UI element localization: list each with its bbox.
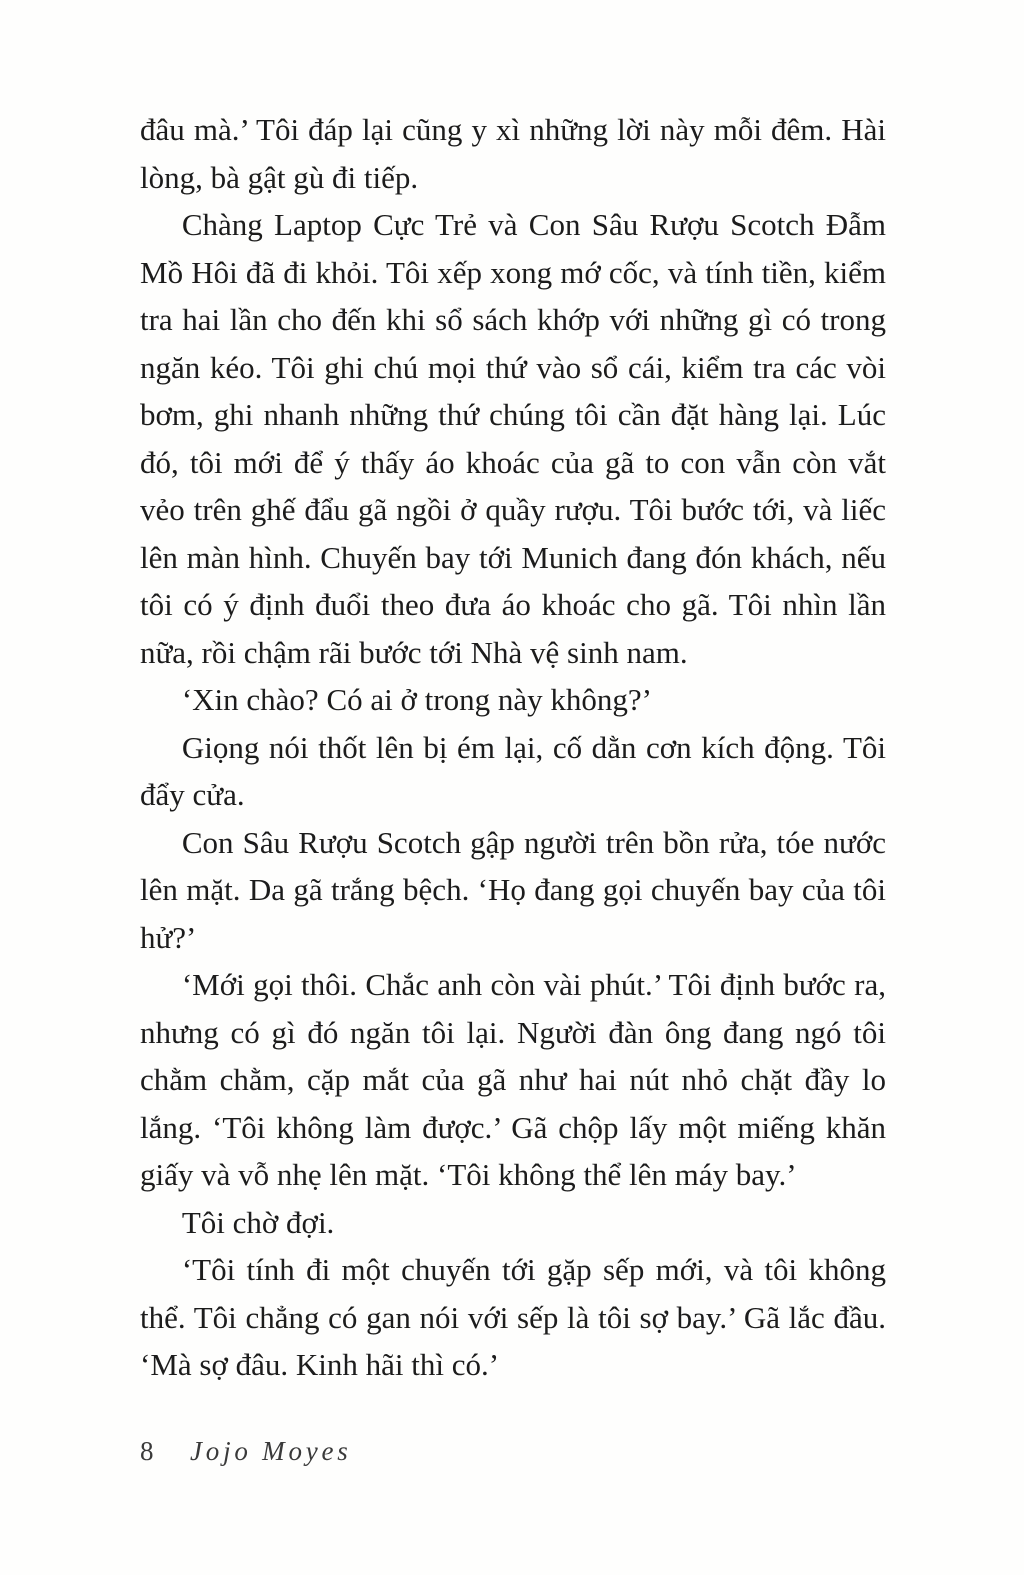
running-footer (140, 1436, 352, 1467)
body-text (140, 106, 886, 1389)
paragraph: ‘Tôi tính đi một chuyến tới gặp sếp mới, và tôi không thể. Tôi chẳng có gan nói với sếp là tôi sợ bay.’ Gã lắc đầu. ‘Mà sợ đâu. Kinh hãi thì có.’ (140, 1252, 886, 1382)
paragraph: Chàng Laptop Cực Trẻ và Con Sâu Rượu Scotch Đẫm Mồ Hôi đã đi khỏi. Tôi xếp xong mớ cốc, và tính tiền, kiểm tra hai lần cho đến khi sổ sách khớp với những gì có trong ngăn kéo. Tôi ghi chú mọi thứ vào sổ cái, kiểm tra các vòi bơm, ghi nhanh những thứ chúng tôi cần đặt hàng lại. Lúc đó, tôi mới để ý thấy áo khoác của gã to con vẫn còn vắt vẻo trên ghế đẩu gã ngồi ở quầy rượu. Tôi bước tới, và liếc lên màn hình. Chuyến bay tới Munich đang đón khách, nếu tôi có ý định đuổi theo đưa áo khoác cho gã. Tôi nhìn lần nữa, rồi chậm rãi bước tới Nhà vệ sinh nam. (140, 207, 886, 670)
paragraph: Giọng nói thốt lên bị ém lại, cố dằn cơn kích động. Tôi đẩy cửa. (140, 729, 886, 812)
page-number: 8 (140, 1436, 155, 1466)
paragraph: đâu mà.’ Tôi đáp lại cũng y xì những lời này mỗi đêm. Hài lòng, bà gật gù đi tiếp. (140, 112, 886, 195)
paragraph-dialogue: ‘Xin chào? Có ai ở trong này không?’ (181, 682, 652, 717)
paragraph: ‘Mới gọi thôi. Chắc anh còn vài phút.’ Tôi định bước ra, nhưng có gì đó ngăn tôi lại. Người đàn ông đang ngó tôi chằm chằm, cặp mắt của gã như hai nút nhỏ chặt đầy lo lắng. ‘Tôi không làm được.’ Gã chộp lấy một miếng khăn giấy và vỗ nhẹ lên mặt. ‘Tôi không thể lên máy bay.’ (140, 967, 886, 1192)
paragraph: Con Sâu Rượu Scotch gập người trên bồn rửa, tóe nước lên mặt. Da gã trắng bệch. ‘Họ đang gọi chuyến bay của tôi hử?’ (140, 824, 886, 955)
author-running-title: Jojo Moyes (190, 1436, 352, 1466)
paragraph: Tôi chờ đợi. (181, 1204, 335, 1240)
